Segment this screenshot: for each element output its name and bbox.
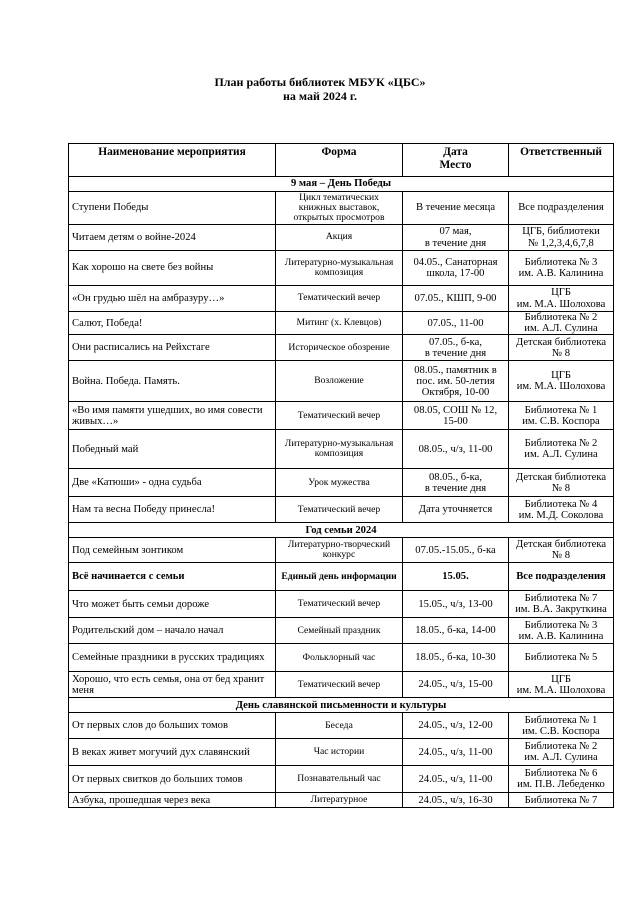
- event-name: «Он грудью шёл на амбразуру…»: [69, 286, 276, 312]
- event-date-place: 24.05., ч/з, 15-00: [403, 672, 509, 698]
- event-name: Нам та весна Победу принесла!: [69, 497, 276, 523]
- event-date-place: 07.05., б-ка, в течение дня: [403, 335, 509, 361]
- event-responsible: Детская библиотека № 8: [509, 538, 614, 563]
- event-date-place: 07.05., 11-00: [403, 312, 509, 335]
- event-form: Тематический вечер: [276, 402, 403, 430]
- table-row: [69, 497, 614, 523]
- event-form: Познавательный час: [276, 766, 403, 793]
- event-responsible: ЦГБ им. М.А. Шолохова: [509, 361, 614, 402]
- table-row: [69, 618, 614, 644]
- event-date-place: 07.05., КШП, 9-00: [403, 286, 509, 312]
- section-title: День славянской письменности и культуры: [69, 698, 614, 713]
- event-name: От первых слов до больших томов: [69, 713, 276, 739]
- table-row: [69, 766, 614, 793]
- event-form: Тематический вечер: [276, 591, 403, 618]
- table-row: [69, 251, 614, 286]
- table-row: [69, 286, 614, 312]
- table-row: [69, 538, 614, 563]
- event-date-place: В течение месяца: [403, 192, 509, 225]
- event-date-place: 18.05., б-ка, 10-30: [403, 644, 509, 672]
- event-name: В веках живет могучий дух славянский: [69, 739, 276, 766]
- event-responsible: Библиотека № 2 им. А.Л. Сулина: [509, 739, 614, 766]
- event-name: Война. Победа. Память.: [69, 361, 276, 402]
- event-date-place: 15.05.: [403, 563, 509, 591]
- table-row: [69, 591, 614, 618]
- event-form: Тематический вечер: [276, 286, 403, 312]
- document-subtitle: на май 2024 г.: [282, 89, 357, 103]
- event-date-place: 24.05., ч/з, 11-00: [403, 766, 509, 793]
- event-form: Возложение: [276, 361, 403, 402]
- table-row: [69, 430, 614, 469]
- event-form: Литературно-творческий конкурс: [276, 538, 403, 563]
- event-responsible: Все подразделения: [509, 563, 614, 591]
- event-name: Семейные праздники в русских традициях: [69, 644, 276, 672]
- event-name: Всё начинается с семьи: [69, 563, 276, 591]
- table-row: [69, 402, 614, 430]
- event-name: Хорошо, что есть семья, она от бед хранит меня: [69, 672, 276, 698]
- event-name: Ступени Победы: [69, 192, 276, 225]
- event-form: Цикл тематических книжных выставок, открытых просмотров: [276, 192, 403, 225]
- event-name: Две «Катюши» - одна судьба: [69, 469, 276, 497]
- events-table-body: [69, 144, 614, 808]
- event-form: Час истории: [276, 739, 403, 766]
- event-responsible: ЦГБ, библиотеки № 1,2,3,4,6,7,8: [509, 225, 614, 251]
- event-date-place: 24.05., ч/з, 16-30: [403, 793, 509, 808]
- table-row: [69, 739, 614, 766]
- section-row: [69, 698, 614, 713]
- event-form: Семейный праздник: [276, 618, 403, 644]
- header-responsible: Ответственный: [509, 144, 614, 177]
- table-row: [69, 192, 614, 225]
- event-responsible: Детская библиотека № 8: [509, 469, 614, 497]
- event-name: От первых свитков до больших томов: [69, 766, 276, 793]
- table-row: [69, 312, 614, 335]
- event-date-place: 08.05., памятник в пос. им. 50-летия Октября, 10-00: [403, 361, 509, 402]
- event-form: Тематический вечер: [276, 497, 403, 523]
- event-responsible: Библиотека № 6 им. П.В. Лебеденко: [509, 766, 614, 793]
- event-form: Литературно-музыкальная композиция: [276, 430, 403, 469]
- table-row: [69, 335, 614, 361]
- event-responsible: Библиотека № 1 им. С.В. Коспора: [509, 713, 614, 739]
- event-responsible: Библиотека № 1 им. С.В. Коспора: [509, 402, 614, 430]
- event-form: Митинг (х. Клевцов): [276, 312, 403, 335]
- section-title: 9 мая – День Победы: [69, 177, 614, 192]
- section-row: [69, 177, 614, 192]
- table-row: [69, 644, 614, 672]
- event-date-place: 24.05., ч/з, 11-00: [403, 739, 509, 766]
- event-name: Читаем детям о войне-2024: [69, 225, 276, 251]
- event-name: Азбука, прошедшая через века: [69, 793, 276, 808]
- event-name: Победный май: [69, 430, 276, 469]
- event-name: Они расписались на Рейхстаге: [69, 335, 276, 361]
- event-form: Единый день информации: [276, 563, 403, 591]
- section-title: Год семьи 2024: [69, 523, 614, 538]
- event-date-place: 07.05.-15.05., б-ка: [403, 538, 509, 563]
- event-responsible: Библиотека № 5: [509, 644, 614, 672]
- event-responsible: Библиотека № 4 им. М.Д. Соколова: [509, 497, 614, 523]
- event-responsible: Библиотека № 3 им. А.В. Калинина: [509, 618, 614, 644]
- event-responsible: Библиотека № 7 им. В.А. Закруткина: [509, 591, 614, 618]
- event-responsible: Библиотека № 2 им. А.Л. Сулина: [509, 430, 614, 469]
- event-responsible: Библиотека № 2 им. А.Л. Сулина: [509, 312, 614, 335]
- header-form: Форма: [276, 144, 403, 177]
- event-date-place: 07 мая, в течение дня: [403, 225, 509, 251]
- event-responsible: Все подразделения: [509, 192, 614, 225]
- table-row: [69, 361, 614, 402]
- event-form: Литературно-музыкальная композиция: [276, 251, 403, 286]
- event-responsible: Библиотека № 7: [509, 793, 614, 808]
- event-name: Родительский дом – начало начал: [69, 618, 276, 644]
- table-header-row: [69, 144, 614, 177]
- event-date-place: 08.05, СОШ № 12, 15-00: [403, 402, 509, 430]
- event-form: Фольклорный час: [276, 644, 403, 672]
- event-name: Под семейным зонтиком: [69, 538, 276, 563]
- event-form: Беседа: [276, 713, 403, 739]
- event-date-place: 24.05., ч/з, 12-00: [403, 713, 509, 739]
- event-name: Салют, Победа!: [69, 312, 276, 335]
- header-name: Наименование мероприятия: [69, 144, 276, 177]
- event-form: Урок мужества: [276, 469, 403, 497]
- table-row: [69, 563, 614, 591]
- header-date: Дата Место: [403, 144, 509, 177]
- event-name: «Во имя памяти ушедших, во имя совести живых…»: [69, 402, 276, 430]
- table-row: [69, 672, 614, 698]
- event-date-place: 04.05., Санаторная школа, 17-00: [403, 251, 509, 286]
- table-row: [69, 469, 614, 497]
- event-responsible: ЦГБ им. М.А. Шолохова: [509, 672, 614, 698]
- event-date-place: 18.05., б-ка, 14-00: [403, 618, 509, 644]
- event-name: Как хорошо на свете без войны: [69, 251, 276, 286]
- events-table: [68, 143, 614, 808]
- event-form: Акция: [276, 225, 403, 251]
- event-responsible: Детская библиотека № 8: [509, 335, 614, 361]
- section-row: [69, 523, 614, 538]
- table-row: [69, 225, 614, 251]
- event-date-place: 15.05., ч/з, 13-00: [403, 591, 509, 618]
- event-form: Тематический вечер: [276, 672, 403, 698]
- event-date-place: 08.05., б-ка, в течение дня: [403, 469, 509, 497]
- event-date-place: Дата уточняется: [403, 497, 509, 523]
- event-form: Литературное: [276, 793, 403, 808]
- document-title: План работы библиотек МБУК «ЦБС»: [214, 75, 426, 89]
- event-responsible: Библиотека № 3 им. А.В. Калинина: [509, 251, 614, 286]
- table-row: [69, 793, 614, 808]
- event-name: Что может быть семьи дороже: [69, 591, 276, 618]
- event-responsible: ЦГБ им. М.А. Шолохова: [509, 286, 614, 312]
- event-form: Историческое обозрение: [276, 335, 403, 361]
- table-row: [69, 713, 614, 739]
- event-date-place: 08.05., ч/з, 11-00: [403, 430, 509, 469]
